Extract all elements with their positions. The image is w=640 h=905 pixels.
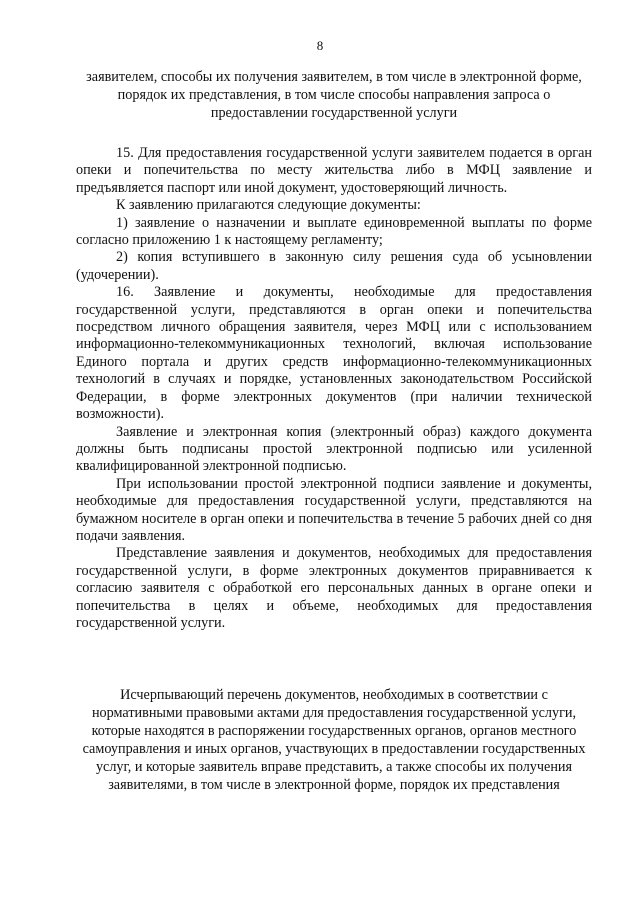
page-number: 8 <box>316 38 324 53</box>
section-heading: Исчерпывающий перечень документов, необходимых в соответствии с нормативными правовыми актами для предоставления государственной услуги, которые находятся в распоряжении государственных органов, органов местного самоуправления и иных органов, участвующих в предоставлении государственных услуг, и которые заявитель вправе представить, а также способы их получения заявителями, в том числе в электронной форме, порядок их представления <box>82 687 586 793</box>
paragraph-attachments-intro: К заявлению прилагаются следующие документы: <box>116 197 421 214</box>
paragraph-16: 16. Заявление и документы, необходимые для предоставления государственной услуги, представляются в орган опеки и попечительства посредством личного обращения заявителя, через МФЦ или с использованием информационно-телекоммуникационных технологий, включая использование Единого портала и других средств информационно-телекоммуникационных технологий в случаях и порядке, установленных законодательством Российской Федерации, в форме электронных документов (при наличии технической возможности). <box>76 284 592 423</box>
paragraph-item-2: 2) копия вступившего в законную силу решения суда об усыновлении (удочерении). <box>76 249 592 283</box>
section-heading-continuation: заявителем, способы их получения заявителем, в том числе в электронной форме, порядок их представления, в том числе способы направления запроса о предоставлении государственной услуги <box>86 69 582 121</box>
paragraph-electronic-signature: Заявление и электронная копия (электронный образ) каждого документа должны быть подписаны простой электронной подписью или усиленной квалифицированной электронной подписью. <box>76 423 592 475</box>
body-text <box>76 145 592 632</box>
paragraph-consent: Представление заявления и документов, необходимых для предоставления государственной услуги, в форме электронных документов приравнивается к согласию заявителя с обработкой его персональных данных в органе опеки и попечительства в целях и объеме, необходимых для предоставления государственной услуги. <box>76 545 592 631</box>
paragraph-item-1: 1) заявление о назначении и выплате единовременной выплаты по форме согласно приложению 1 к настоящему регламенту; <box>76 214 592 249</box>
paragraph-simple-signature: При использовании простой электронной подписи заявление и документы, необходимые для предоставления государственной услуги, представляются на бумажном носителе в орган опеки и попечительства в течение 5 рабочих дней со дня подачи заявления. <box>76 475 592 544</box>
paragraph-15: 15. Для предоставления государственной услуги заявителем подается в орган опеки и попечительства по месту жительства либо в МФЦ заявление и предъявляется паспорт или иной документ, удостоверяющий личность. <box>76 145 592 196</box>
